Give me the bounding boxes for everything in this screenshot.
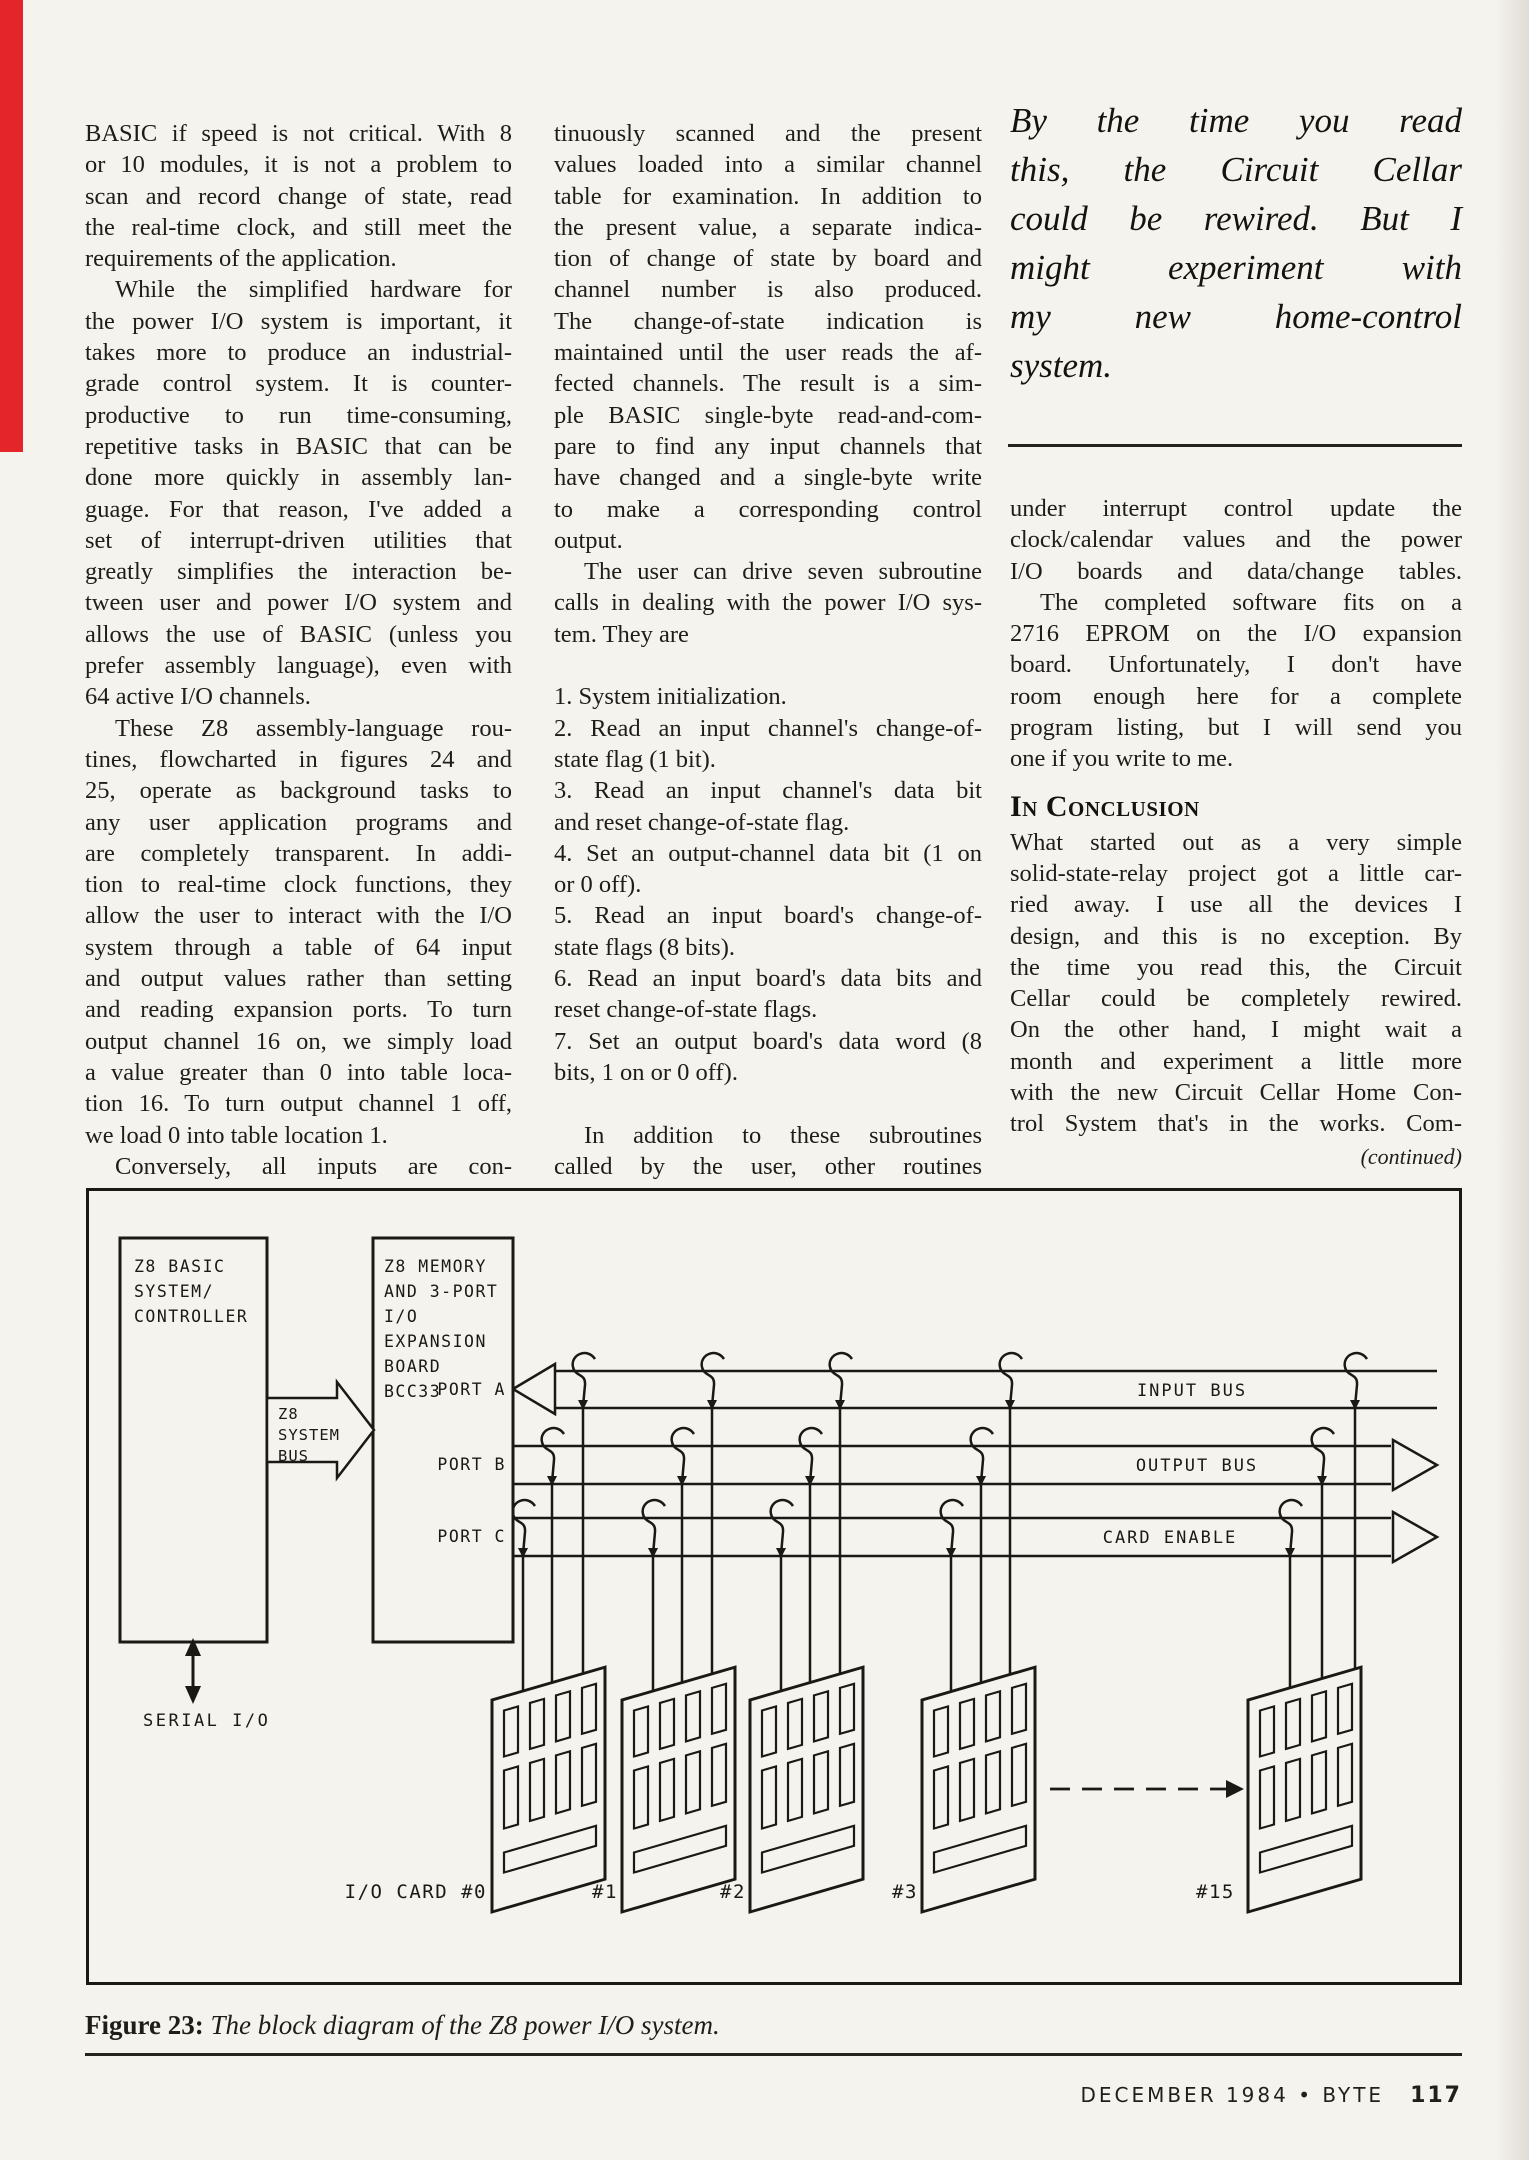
text-line: In addition to these subroutines: [584, 1121, 982, 1149]
text-line: set of interrupt-driven utilities that: [85, 526, 512, 554]
text-line: tem. They are: [554, 620, 689, 648]
text-line: 6. Read an input board's data bits and: [554, 965, 982, 993]
io-card: [622, 1667, 735, 1912]
text-line: a value greater than 0 into table loca-: [85, 1058, 512, 1086]
text-line: might experiment with: [1010, 248, 1462, 287]
text-line: bits, 1 on or 0 off).: [554, 1058, 738, 1086]
column-3-body-top: [1010, 493, 1462, 775]
io-card-15-label: #15: [1196, 1881, 1235, 1903]
port-a-label: PORT A: [437, 1380, 506, 1399]
text-line: 7. Set an output board's data word (8: [554, 1027, 982, 1055]
text-line: and reset change-of-state flag.: [554, 808, 850, 836]
text-line: ple BASIC single-byte read-and-com-: [554, 401, 982, 429]
continued-note: (continued): [1360, 1143, 1462, 1169]
expansion-board-label: AND 3-PORT: [384, 1282, 499, 1301]
text-line: allows the use of BASIC (unless you: [85, 620, 512, 648]
text-line: On the other hand, I might wait a: [1010, 1016, 1462, 1044]
text-line: the time you read this, the Circuit: [1010, 953, 1462, 981]
text-line: state flags (8 bits).: [554, 933, 735, 961]
text-line: design, and this is no exception. By: [1010, 922, 1462, 950]
text-line: the present value, a separate indica-: [554, 213, 982, 241]
text-line: pare to find any input channels that: [554, 432, 982, 460]
io-card: [922, 1667, 1035, 1912]
text-line: state flag (1 bit).: [554, 745, 716, 773]
bus-tap-curl: [542, 1428, 564, 1477]
caption-rule: [85, 2053, 1462, 2056]
io-card-2-label: #2: [720, 1881, 746, 1903]
text-line: have changed and a single-byte write: [554, 464, 982, 492]
text-line: BASIC if speed is not critical. With 8: [85, 120, 512, 147]
text-line: could be rewired. But I: [1010, 199, 1462, 238]
io-card: [1248, 1667, 1361, 1912]
section-heading: In Conclusion: [1010, 789, 1200, 823]
bus-tap-curl: [702, 1353, 724, 1401]
io-card-3-label: #3: [892, 1881, 918, 1903]
text-line: the real-time clock, and still meet the: [85, 213, 512, 241]
text-line: program listing, but I will send you: [1010, 714, 1462, 742]
text-line: These Z8 assembly-language rou-: [115, 714, 512, 742]
z8-controller-label: Z8 BASIC: [134, 1257, 226, 1276]
expansion-board-label: BOARD: [384, 1357, 442, 1376]
footer-issue: DECEMBER 1984 • BYTE: [1080, 2083, 1385, 2107]
column-3-body-bottom: [1010, 827, 1462, 1140]
system-bus-label: SYSTEM: [278, 1426, 340, 1444]
text-line: system through a table of 64 input: [85, 933, 512, 961]
article-column-2: [554, 118, 982, 1182]
text-line: with the new Circuit Cellar Home Con-: [1010, 1079, 1462, 1107]
text-line: allow the user to interact with the I/O: [85, 902, 512, 930]
text-line: 4. Set an output-channel data bit (1 on: [554, 839, 982, 867]
io-card-outline: [492, 1667, 605, 1912]
red-edge-strip: [0, 0, 23, 452]
pull-quote-rule: [1008, 444, 1462, 447]
text-line: fected channels. The result is a sim-: [554, 370, 982, 398]
card-enable-label: CARD ENABLE: [1102, 1528, 1238, 1548]
figure-caption-text: The block diagram of the Z8 power I/O system.: [210, 2010, 720, 2040]
blank-line: [554, 1088, 982, 1119]
bus-tap-curl: [513, 1500, 535, 1549]
text-line: room enough here for a complete: [1010, 682, 1462, 710]
system-bus-label: BUS: [278, 1447, 309, 1465]
text-line: tween user and power I/O system and: [85, 589, 512, 617]
text-line: or 10 modules, it is not a problem to: [85, 151, 512, 179]
text-line: The change-of-state indication is: [554, 307, 982, 335]
text-line: table for examination. In addition to: [554, 182, 982, 210]
text-line: greatly simplifies the interaction be-: [85, 558, 512, 586]
article-column-1: [85, 118, 512, 1182]
text-line: solid-state-relay project got a little car-: [1010, 859, 1462, 887]
text-line: under interrupt control update the: [1010, 495, 1462, 522]
block-diagram: [89, 1191, 1459, 1982]
figure-caption: [85, 2008, 1462, 2042]
text-line: 5. Read an input board's change-of-: [554, 902, 982, 930]
text-line: any user application programs and: [85, 808, 512, 836]
bus-tap-curl: [830, 1353, 852, 1401]
system-bus-label: Z8: [278, 1405, 299, 1423]
text-line: grade control system. It is counter-: [85, 370, 512, 398]
bus-tap-curl: [1345, 1353, 1367, 1401]
bus-tap-curl: [771, 1500, 793, 1549]
text-line: month and experiment a little more: [1010, 1047, 1462, 1075]
expansion-board-label: Z8 MEMORY: [384, 1257, 487, 1276]
text-line: the power I/O system is important, it: [85, 307, 512, 335]
text-line: and reading expansion ports. To turn: [85, 996, 512, 1024]
text-line: tines, flowcharted in figures 24 and: [85, 745, 512, 773]
text-line: guage. For that reason, I've added a: [85, 495, 512, 523]
blank-line: [554, 650, 982, 681]
text-line: I/O boards and data/change tables.: [1010, 557, 1462, 585]
text-line: channel number is also produced.: [554, 276, 982, 304]
bus-tap-curl: [1312, 1428, 1334, 1477]
io-card: [750, 1667, 863, 1912]
bus-tap-curl: [643, 1500, 665, 1549]
text-line: What started out as a very simple: [1010, 828, 1462, 856]
text-line: tion of change of state by board and: [554, 245, 982, 273]
page-edge-shadow: [1495, 0, 1529, 2160]
io-card: [492, 1667, 605, 1912]
bus-tap-curl: [1000, 1353, 1022, 1401]
text-line: prefer assembly language), even with: [85, 652, 512, 680]
text-line: output.: [554, 526, 623, 554]
text-line: 2716 EPROM on the I/O expansion: [1010, 620, 1462, 648]
output-bus-label: OUTPUT BUS: [1135, 1456, 1259, 1476]
text-line: to make a corresponding control: [554, 495, 982, 523]
text-line: or 0 off).: [554, 871, 642, 899]
text-line: values loaded into a similar channel: [554, 151, 982, 179]
text-line: scan and record change of state, read: [85, 182, 512, 210]
text-line: done more quickly in assembly lan-: [85, 464, 512, 492]
text-line: 1. System initialization.: [554, 683, 787, 711]
serial-io-arrowhead-down: [185, 1686, 201, 1704]
io-card-outline: [622, 1667, 735, 1912]
footer-page-number: 117: [1410, 2083, 1462, 2108]
text-line: ried away. I use all the devices I: [1010, 891, 1462, 919]
text-line: 64 active I/O channels.: [85, 683, 311, 711]
text-line: tion 16. To turn output channel 1 off,: [85, 1090, 512, 1118]
text-line: By the time you read: [1010, 101, 1462, 140]
text-line: repetitive tasks in BASIC that can be: [85, 432, 512, 460]
input-bus-arrowhead: [513, 1364, 555, 1414]
text-line: Cellar could be completely rewired.: [1010, 985, 1462, 1013]
io-card-1-label: #1: [592, 1881, 618, 1903]
bus-tap-curl: [800, 1428, 822, 1477]
serial-io-label: SERIAL I/O: [143, 1711, 271, 1731]
text-line: reset change-of-state flags.: [554, 996, 818, 1024]
text-line: called by the user, other routines: [554, 1152, 982, 1180]
text-line: 2. Read an input channel's change-of-: [554, 714, 982, 742]
text-line: board. Unfortunately, I don't have: [1010, 651, 1462, 679]
bus-tap-curl: [1280, 1500, 1302, 1549]
text-line: 3. Read an input channel's data bit: [554, 777, 982, 805]
port-b-label: PORT B: [437, 1455, 506, 1474]
output-bus-arrowhead: [1393, 1440, 1437, 1490]
text-line: and output values rather than setting: [85, 965, 512, 993]
article-column-3: [1010, 493, 1462, 1172]
expansion-board-label: BCC33: [384, 1382, 442, 1401]
input-bus-label: INPUT BUS: [1136, 1381, 1248, 1401]
text-line: output channel 16 on, we simply load: [85, 1027, 512, 1055]
bus-tap-curl: [573, 1353, 595, 1401]
text-line: tinuously scanned and the present: [554, 120, 982, 147]
text-line: While the simplified hardware for: [115, 276, 512, 304]
text-line: The completed software fits on a: [1040, 588, 1462, 616]
text-line: tion to real-time clock functions, they: [85, 871, 512, 899]
z8-controller-label: SYSTEM/: [134, 1282, 215, 1301]
pull-quote: [1010, 96, 1462, 390]
text-line: productive to run time-consuming,: [85, 401, 512, 429]
text-line: maintained until the user reads the af-: [554, 339, 982, 367]
expansion-board-label: EXPANSION: [384, 1332, 487, 1351]
bus-tap-curl: [672, 1428, 694, 1477]
io-card-0-label: I/O CARD #0: [344, 1881, 487, 1903]
text-line: requirements of the application.: [85, 245, 397, 273]
z8-controller-label: CONTROLLER: [134, 1307, 249, 1326]
text-line: 25, operate as background tasks to: [85, 777, 512, 805]
text-line: this, the Circuit Cellar: [1010, 150, 1462, 189]
bus-tap-curl: [971, 1428, 993, 1477]
ellipsis-arrowhead: [1226, 1780, 1244, 1798]
text-line: my new home-control: [1010, 297, 1462, 336]
text-line: calls in dealing with the power I/O sys-: [554, 589, 982, 617]
figure-caption-label: Figure 23:: [85, 2010, 204, 2040]
text-line: system.: [1010, 346, 1113, 385]
bus-tap-curl: [941, 1500, 963, 1549]
text-line: takes more to produce an industrial-: [85, 339, 512, 367]
text-line: we load 0 into table location 1.: [85, 1121, 388, 1149]
expansion-board-label: I/O: [384, 1307, 419, 1326]
text-line: clock/calendar values and the power: [1010, 526, 1462, 554]
page-footer: [860, 2083, 1462, 2108]
io-card-outline: [1248, 1667, 1361, 1912]
text-line: are completely transparent. In addi-: [85, 839, 512, 867]
card-enable-arrowhead: [1393, 1512, 1437, 1562]
io-card-outline: [750, 1667, 863, 1912]
text-line: one if you write to me.: [1010, 745, 1234, 773]
text-line: The user can drive seven subroutine: [584, 558, 982, 586]
io-card-outline: [922, 1667, 1035, 1912]
port-c-label: PORT C: [437, 1527, 506, 1546]
text-line: trol System that's in the works. Com-: [1010, 1110, 1462, 1138]
text-line: Conversely, all inputs are con-: [115, 1152, 512, 1180]
figure-frame: [86, 1188, 1462, 1985]
